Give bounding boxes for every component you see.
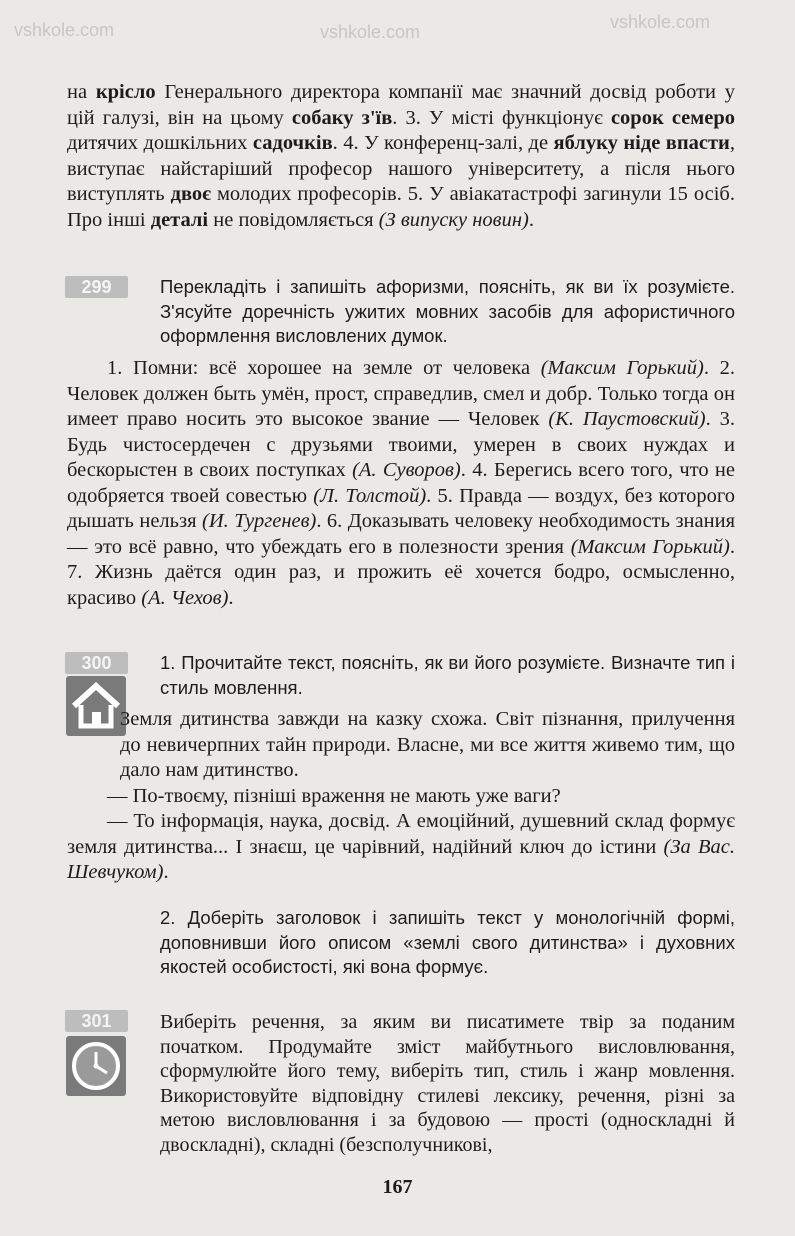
text-paragraph-1: Земля дитинства завжди на казку схожа. Світ пізнання, прилучення до невичерпних тайн природи. Власне, ми все життя живемо тим, що дало нам дитинство. (120, 708, 735, 781)
exercise-300-text (67, 707, 735, 886)
clock-icon (66, 1036, 126, 1096)
exercise-number-badge: 299 (65, 276, 128, 298)
exercise-number-badge: 300 (65, 652, 128, 674)
watermark: vshkole.com (610, 12, 711, 32)
page-number: 167 (382, 1176, 413, 1198)
exercise-301-task: Виберіть речення, за яким ви писатимете твір за поданим початком. Продумайте зміст майбутнього висловлювання, сформулюйте його тему, виберіть тип, стиль і жанр мовлення. Використовуйте відповідну стилеві лексику, речення, різні за метою висловлювання і за будовою — прості (односкладні й двоскладні), складні (безсполучникові, (160, 1011, 735, 1156)
exercise-number-badge: 301 (65, 1010, 128, 1032)
text-paragraph-2: — По-твоєму, пізніші враження не мають уже ваги? (107, 784, 561, 807)
intro-paragraph: на крісло Генерального директора компанії має значний досвід роботи у цій галузі, він на цьому собаку з'їв. 3. У місті функціонує сорок семеро дитячих дошкільних садочків. 4. У конференц-залі, де яблуку ніде впасти, виступає найстаріший професор нашого університету, а після нього виступлять двоє молодих професорів. 5. У авіакатастрофі загинули 15 осіб. Про інші деталі не повідомляється (З випуску новин). (67, 81, 736, 231)
exercise-299-aphorisms: 1. Помни: всё хорошее на земле от человека (Максим Горький). 2. Человек должен быть умён, прост, справедлив, смел и добр. Только тогда он имеет право носить это высокое звание — Человек (К. Паустовский). 3. Будь чистосердечен с друзьями твоими, умерен в своих нуждах и бескорыстен в своих поступках (А. Суворов). 4. Берегись всего того, что не одобряется твоей совестью (Л. Толстой). 5. Правда — воздух, без которого дышать нельзя (И. Тургенев). 6. Доказывать человеку необходимость знания — это всё равно, что убеждать его в полезности зрения (Максим Горький). 7. Жизнь даётся один раз, и прожить её хочется бодро, осмысленно, красиво (А. Чехов). (67, 357, 736, 609)
exercise-300-task-1: 1. Прочитайте текст, поясніть, як ви його розумієте. Визначте тип і стиль мовлення. (160, 652, 735, 698)
watermark: vshkole.com (320, 22, 421, 42)
exercise-300-task-2: 2. Доберіть заголовок і запишіть текст у монологічній формі, доповнивши його описом «землі свого дитинства» і духовних якостей особистості, які вона формує. (160, 907, 735, 977)
watermark: vshkole.com (14, 20, 115, 40)
text-paragraph-3: — То інформація, наука, досвід. А емоційний, душевний склад формує земля дитинства... І знаєш, це чарівний, надійний ключ до істини (За Вас. Шевчуком). (67, 810, 735, 883)
exercise-299-task: Перекладіть і запишіть афоризми, поясніть, як ви їх розумієте. З'ясуйте доречність ужитих мовних засобів для афористичного оформлення висловлених думок. (160, 276, 735, 346)
